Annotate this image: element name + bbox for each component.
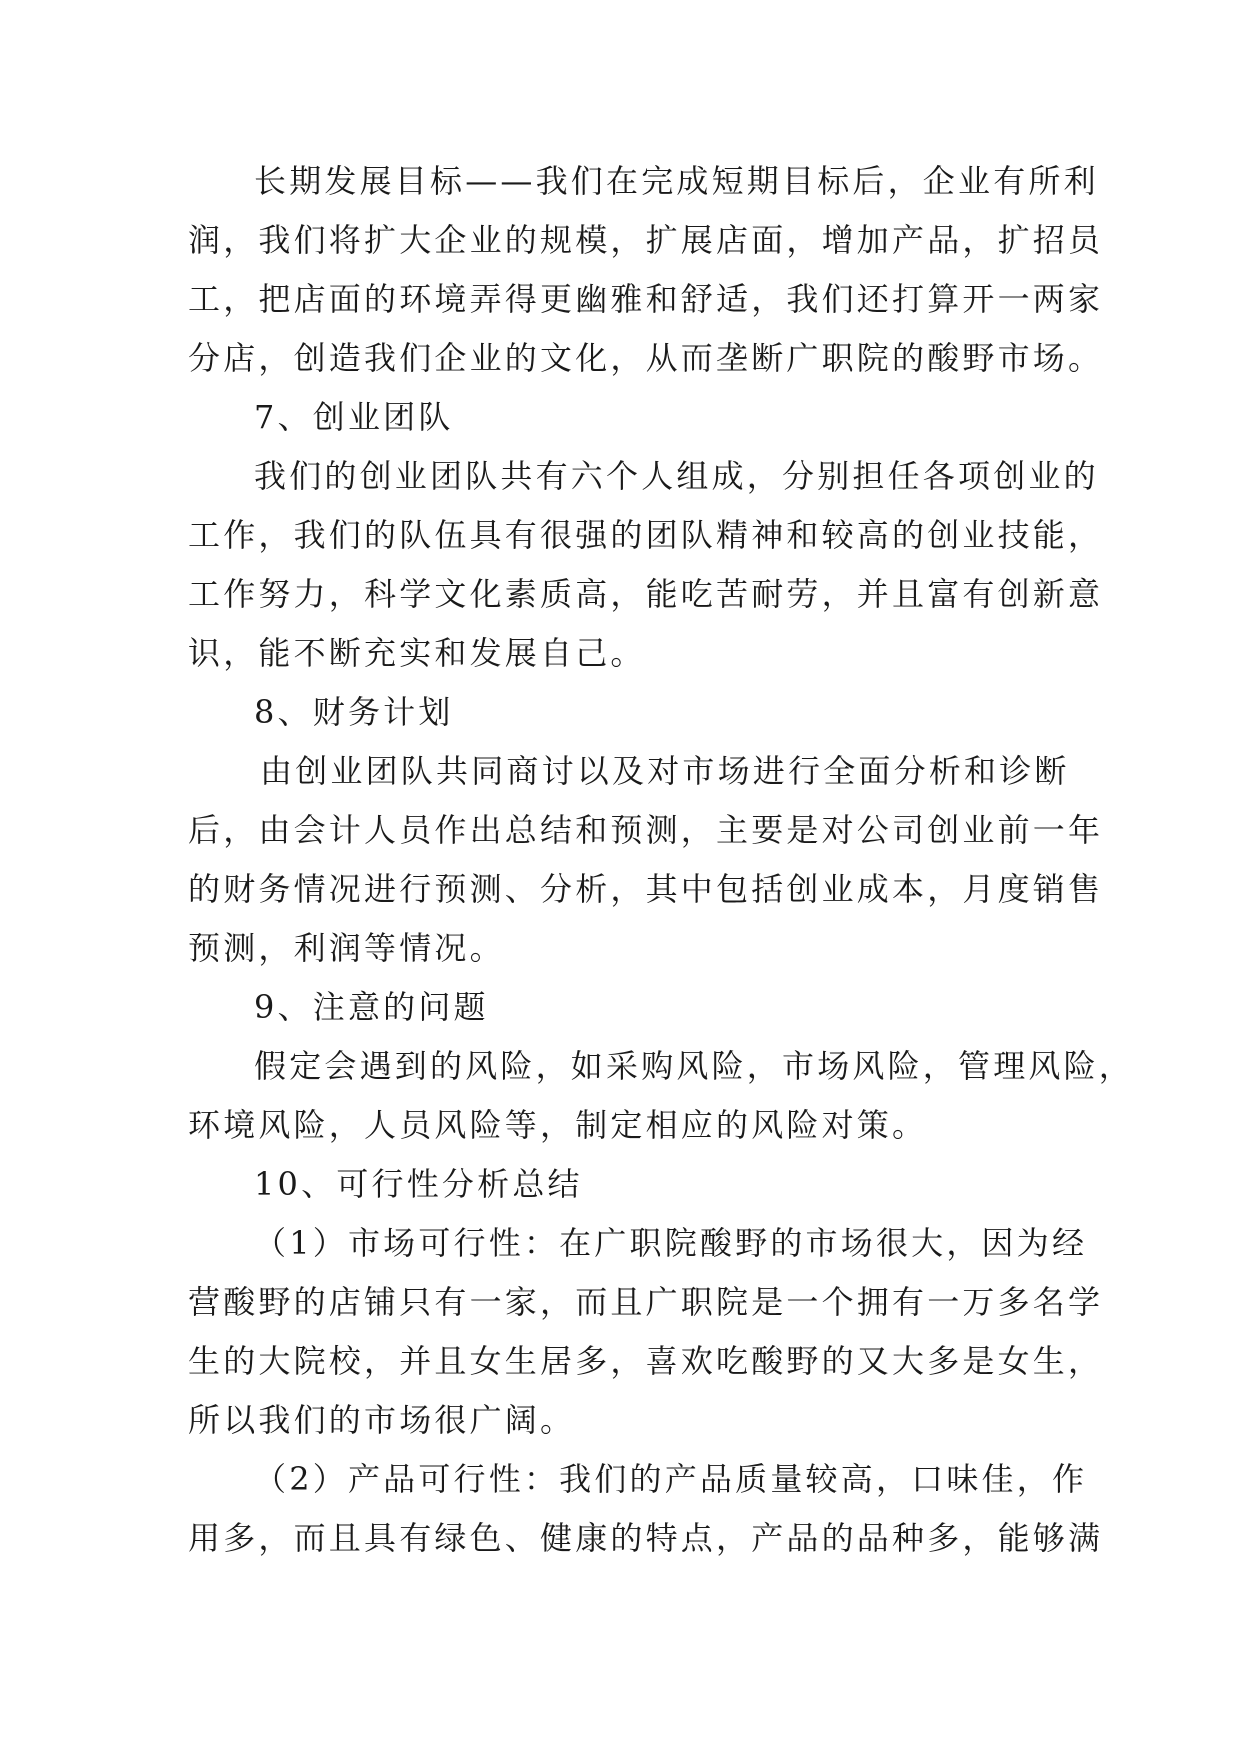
section-heading-finance: 8、财务计划 <box>254 693 454 731</box>
paragraph-team-line-2: 工作，我们的队伍具有很强的团队精神和较高的创业技能， <box>188 516 1104 554</box>
document-body <box>188 152 1135 1568</box>
paragraph-finance-line-1: 由创业团队共同商讨以及对市场进行全面分析和诊断 <box>260 752 1070 790</box>
paragraph-issues-line-2: 环境风险，人员风险等，制定相应的风险对策。 <box>188 1106 928 1144</box>
paragraph-finance-line-4: 预测，利润等情况。 <box>188 929 505 967</box>
paragraph-market-feasibility-line-3: 生的大院校，并且女生居多，喜欢吃酸野的又大多是女生， <box>188 1342 1104 1380</box>
paragraph-market-feasibility-line-4: 所以我们的市场很广阔。 <box>188 1401 576 1439</box>
paragraph-long-term-goal-line-1: 长期发展目标——我们在完成短期目标后，企业有所利 <box>254 162 1099 200</box>
paragraph-long-term-goal-line-4: 分店，创造我们企业的文化，从而垄断广职院的酸野市场。 <box>188 339 1104 377</box>
paragraph-product-feasibility-line-2: 用多，而且具有绿色、健康的特点，产品的品种多，能够满 <box>188 1519 1104 1557</box>
paragraph-finance-line-3: 的财务情况进行预测、分析，其中包括创业成本，月度销售 <box>188 870 1104 908</box>
paragraph-long-term-goal-line-3: 工，把店面的环境弄得更幽雅和舒适，我们还打算开一两家 <box>188 280 1104 318</box>
paragraph-issues-line-1: 假定会遇到的风险，如采购风险，市场风险，管理风险， <box>254 1047 1135 1085</box>
paragraph-long-term-goal-line-2: 润，我们将扩大企业的规模，扩展店面，增加产品，扩招员 <box>188 221 1104 259</box>
paragraph-market-feasibility-line-1: （1）市场可行性：在广职院酸野的市场很大，因为经 <box>254 1224 1088 1262</box>
paragraph-team-line-3: 工作努力，科学文化素质高，能吃苦耐劳，并且富有创新意 <box>188 575 1104 613</box>
section-heading-issues: 9、注意的问题 <box>254 988 489 1026</box>
paragraph-team-line-1: 我们的创业团队共有六个人组成，分别担任各项创业的 <box>254 457 1099 495</box>
paragraph-product-feasibility-line-1: （2）产品可行性：我们的产品质量较高，口味佳，作 <box>254 1460 1088 1498</box>
section-heading-team: 7、创业团队 <box>254 398 454 436</box>
paragraph-market-feasibility-line-2: 营酸野的店铺只有一家，而且广职院是一个拥有一万多名学 <box>188 1283 1104 1321</box>
paragraph-finance-line-2: 后，由会计人员作出总结和预测，主要是对公司创业前一年 <box>188 811 1104 849</box>
paragraph-team-line-4: 识，能不断充实和发展自己。 <box>188 634 646 672</box>
section-heading-feasibility: 10、可行性分析总结 <box>254 1165 583 1203</box>
